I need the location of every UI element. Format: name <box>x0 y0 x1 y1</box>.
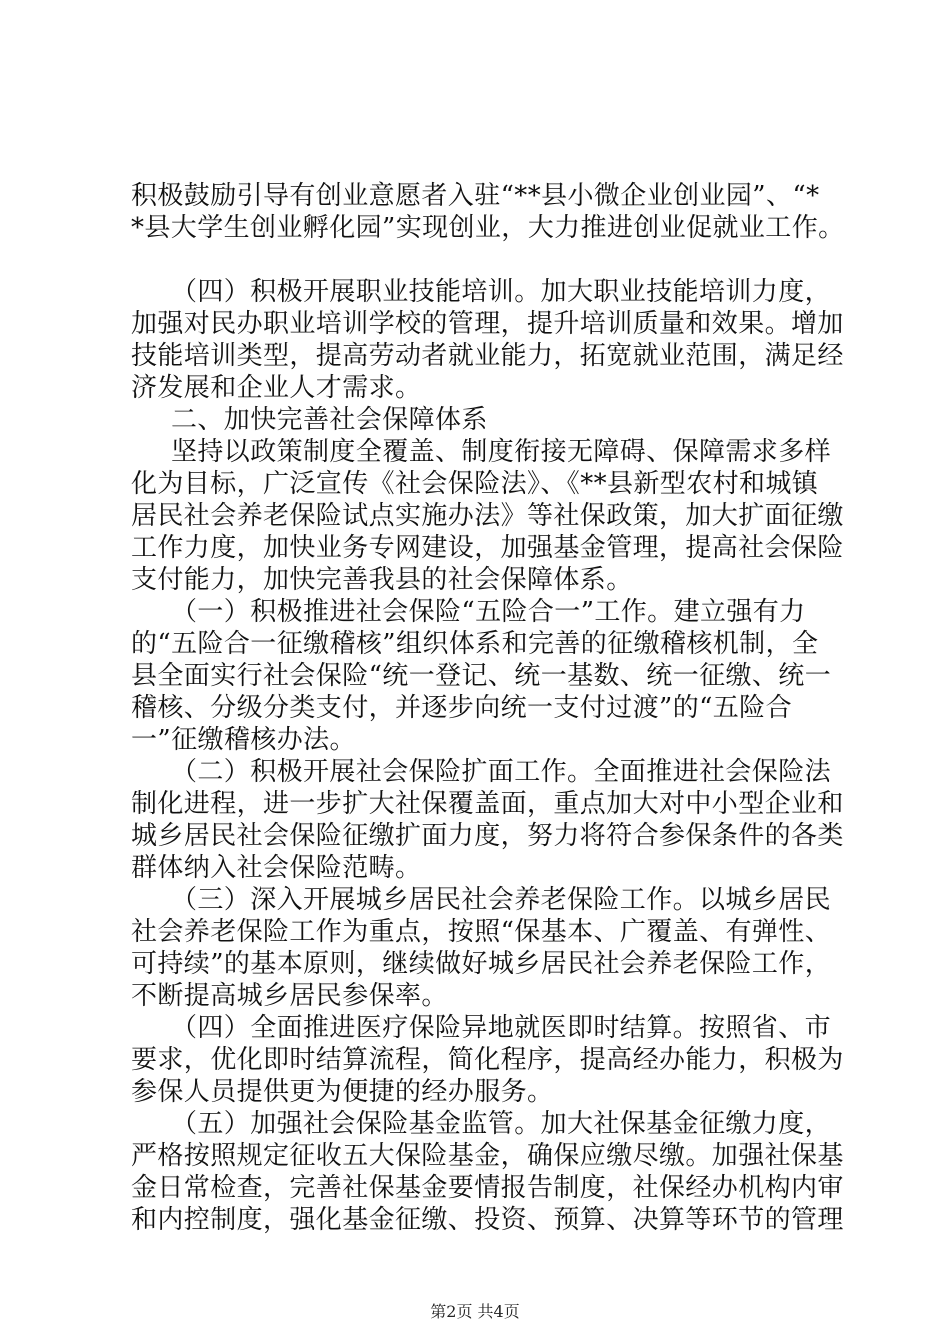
text-line-21: 群体纳入社会保险范畴。 <box>131 853 422 883</box>
text-line-30: 严格按照规定征收五大保险基金，确保应缴尽缴。加强社保基 <box>131 1141 844 1171</box>
text-line-26: （四）全面推进医疗保险异地就医即时结算。按照省、市 <box>171 1013 832 1043</box>
text-line-13: （一）积极推进社会保险“五险合一”工作。建立强有力 <box>171 597 806 627</box>
text-line-4: 加强对民办职业培训学校的管理，提升培训质量和效果。增加 <box>131 309 844 339</box>
text-line-25: 不断提高城乡居民参保率。 <box>131 981 448 1011</box>
text-line-18: （二）积极开展社会保险扩面工作。全面推进社会保险法 <box>171 757 832 787</box>
text-line-3: （四）积极开展职业技能培训。加大职业技能培训力度， <box>171 277 832 307</box>
text-line-31: 金日常检查，完善社保基金要情报告制度，社保经办机构内审 <box>131 1173 844 1203</box>
text-line-1: 积极鼓励引导有创业意愿者入驻“**县小微企业创业园”、“* <box>131 181 820 211</box>
text-line-28: 参保人员提供更为便捷的经办服务。 <box>131 1077 554 1107</box>
text-line-5: 技能培训类型，提高劳动者就业能力，拓宽就业范围，满足经 <box>131 341 844 371</box>
text-line-20: 城乡居民社会保险征缴扩面力度，努力将符合参保条件的各类 <box>131 821 844 851</box>
text-line-23: 社会养老保险工作为重点，按照“保基本、广覆盖、有弹性、 <box>131 917 832 947</box>
text-line-12: 支付能力，加快完善我县的社会保障体系。 <box>131 565 633 595</box>
text-line-6: 济发展和企业人才需求。 <box>131 373 422 403</box>
text-line-27: 要求，优化即时结算流程，简化程序，提高经办能力，积极为 <box>131 1045 844 1075</box>
text-line-2: *县大学生创业孵化园”实现创业，大力推进创业促就业工作。 <box>131 213 845 243</box>
text-line-9: 化为目标，广泛宣传《社会保险法》、《**县新型农村和城镇 <box>131 469 819 499</box>
text-line-29: （五）加强社会保险基金监管。加大社保基金征缴力度， <box>171 1109 832 1139</box>
page-number-footer: 第2页 共4页 <box>430 1302 520 1321</box>
text-line-14: 的“五险合一征缴稽核”组织体系和完善的征缴稽核机制，全 <box>131 629 819 659</box>
text-line-17: 一”征缴稽核办法。 <box>131 725 356 755</box>
text-line-8: 坚持以政策制度全覆盖、制度衔接无障碍、保障需求多样 <box>171 437 832 467</box>
text-line-24: 可持续”的基本原则，继续做好城乡居民社会养老保险工作， <box>131 949 832 979</box>
text-line-11: 工作力度，加快业务专网建设，加强基金管理，提高社会保险 <box>131 533 844 563</box>
text-line-32: 和内控制度，强化基金征缴、投资、预算、决算等环节的管理 <box>131 1205 844 1235</box>
text-line-15: 县全面实行社会保险“统一登记、统一基数、统一征缴、统一 <box>131 661 832 691</box>
text-line-22: （三）深入开展城乡居民社会养老保险工作。以城乡居民 <box>171 885 832 915</box>
text-line-16: 稽核、分级分类支付，并逐步向统一支付过渡”的“五险合 <box>131 693 792 723</box>
text-line-10: 居民社会养老保险试点实施办法》等社保政策，加大扩面征缴 <box>131 501 844 531</box>
section-heading: 二、加快完善社会保障体系 <box>171 405 488 435</box>
text-line-19: 制化进程，进一步扩大社保覆盖面，重点加大对中小型企业和 <box>131 789 844 819</box>
